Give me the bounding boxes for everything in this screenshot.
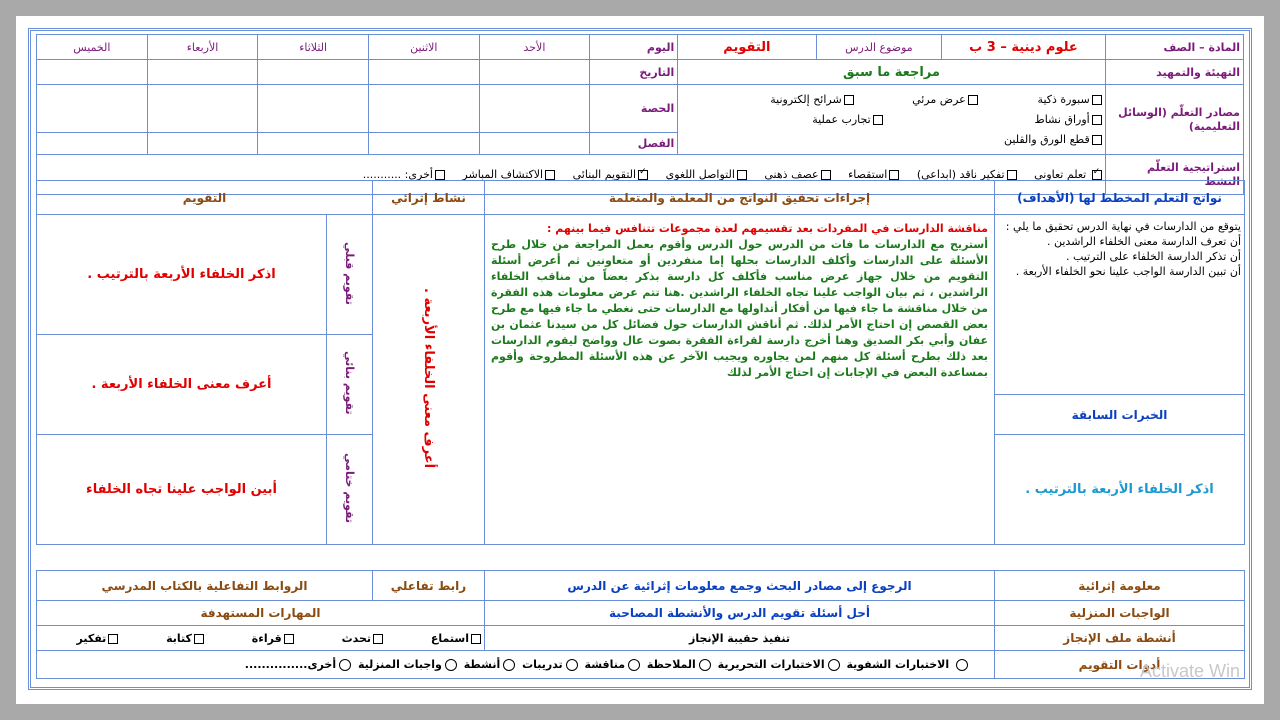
checkbox-icon[interactable]: [435, 170, 445, 180]
class-cell[interactable]: [37, 133, 148, 155]
subject-label: المادة – الصف: [1105, 35, 1243, 60]
class-cell[interactable]: [479, 133, 590, 155]
checkbox-checked-icon[interactable]: [1092, 170, 1102, 180]
resource-option[interactable]: تجارب عملية: [773, 110, 883, 130]
date-cell[interactable]: [368, 60, 479, 85]
tool-option[interactable]: الملاحظة: [647, 658, 714, 671]
strategy-option[interactable]: التواصل اللغوي: [666, 168, 747, 181]
checkbox-icon[interactable]: [1092, 115, 1102, 125]
topic-label: موضوع الدرس: [816, 35, 942, 60]
strategy-option[interactable]: أخرى: ...........: [363, 168, 445, 181]
strategy-option[interactable]: الاكتشاف المباشر: [462, 168, 555, 181]
day-thu: الخميس: [37, 35, 148, 60]
resource-option[interactable]: قطع الورق والقلين: [972, 130, 1102, 150]
strategy-option[interactable]: تفكير ناقد (ابداعي): [917, 168, 1017, 181]
skill-option[interactable]: تحدث: [342, 632, 383, 645]
date-cell[interactable]: [258, 60, 369, 85]
checkbox-icon[interactable]: [873, 115, 883, 125]
class-cell[interactable]: [368, 133, 479, 155]
day-label: اليوم: [590, 35, 678, 60]
tool-option[interactable]: واجبات المنزلية: [358, 658, 460, 671]
eval-label-cell: [327, 335, 373, 435]
day-mon: الاثنين: [368, 35, 479, 60]
resource-option[interactable]: أوراق نشاط: [1022, 110, 1102, 130]
tool-option[interactable]: أنشطة: [464, 658, 518, 671]
checkbox-icon[interactable]: [737, 170, 747, 180]
homework-label: الواجبات المنزلية: [995, 601, 1245, 626]
procedures-header: إجراءات تحقيق النواتج من المعلمة والمتعلمة: [485, 181, 995, 215]
checkbox-icon[interactable]: [284, 634, 294, 644]
intro-value: مراجعة ما سبق: [678, 60, 1105, 85]
skills-cell: [37, 626, 485, 651]
prior-header: الخبرات السابقة: [995, 395, 1245, 435]
class-cell[interactable]: [258, 133, 369, 155]
resources-cell: [678, 85, 1105, 155]
topic-value: التقويم: [678, 35, 816, 60]
portfolio-label: أنشطة ملف الإنجاز: [995, 626, 1245, 651]
resource-option[interactable]: عرض مرئي: [868, 90, 978, 110]
checkbox-checked-icon[interactable]: [638, 170, 648, 180]
interactive-label: رابط تفاعلي: [373, 571, 485, 601]
radio-icon[interactable]: [566, 659, 578, 671]
period-cell[interactable]: [147, 85, 258, 133]
checkbox-icon[interactable]: [194, 634, 204, 644]
radio-icon[interactable]: [503, 659, 515, 671]
portfolio-value: تنفيذ حقيبة الإنجاز: [485, 626, 995, 651]
radio-icon[interactable]: [956, 659, 968, 671]
eval-label-summative: تقويم ختامي: [343, 452, 356, 524]
radio-icon[interactable]: [445, 659, 457, 671]
period-cell[interactable]: [479, 85, 590, 133]
skill-option[interactable]: قراءة: [252, 632, 294, 645]
date-cell[interactable]: [37, 60, 148, 85]
homework-value: أحل أسئلة تقويم الدرس والأنشطة المصاحبة: [485, 601, 995, 626]
strategy-option[interactable]: ✓ تعلم تعاوني: [1034, 168, 1102, 181]
strategy-option[interactable]: عصف ذهني: [764, 168, 830, 181]
checkbox-icon[interactable]: [545, 170, 555, 180]
checkbox-icon[interactable]: [1092, 95, 1102, 105]
period-label: الحصة: [590, 85, 678, 133]
radio-icon[interactable]: [828, 659, 840, 671]
checkbox-icon[interactable]: [844, 95, 854, 105]
checkbox-icon[interactable]: [968, 95, 978, 105]
tools-cell: [37, 651, 995, 679]
date-label: التاريخ: [590, 60, 678, 85]
period-cell[interactable]: [37, 85, 148, 133]
class-cell[interactable]: [147, 133, 258, 155]
period-cell[interactable]: [258, 85, 369, 133]
checkbox-icon[interactable]: [821, 170, 831, 180]
interactive-value[interactable]: الروابط التفاعلية بالكتاب المدرسي: [37, 571, 373, 601]
skill-option[interactable]: كتابة: [166, 632, 204, 645]
enrich-info-value: الرجوع إلى مصادر البحث وجمع معلومات إثرائية عن الدرس: [485, 571, 995, 601]
prior-text: اذكر الخلفاء الأربعة بالترتيب .: [995, 435, 1245, 545]
enrich-header: نشاط إثرائي: [373, 181, 485, 215]
radio-icon[interactable]: [628, 659, 640, 671]
skill-option[interactable]: تفكير: [77, 632, 119, 645]
procedures-intro: مناقشة الدارسات في المفردات بعد تقسيمهم لعدة مجموعات تتنافس فيما بينهم :: [547, 222, 988, 235]
skills-label: المهارات المستهدفة: [37, 601, 485, 626]
resource-option[interactable]: شرائح إلكترونية: [744, 90, 854, 110]
resources-label: مصادر التعلّم (الوسائل التعليمية): [1105, 85, 1243, 155]
checkbox-icon[interactable]: [108, 634, 118, 644]
header-table: [36, 34, 1244, 195]
main-table: [36, 180, 1245, 545]
outcomes-text: يتوقع من الدارسات في نهاية الدرس تحقيق ما يلي : أن تعرف الدارسة معنى الخلفاء الراشدين . أن تذكر الدارسة الخلفاء على الترتيب . أن تبين الدارسة الواجب علينا نحو الخلفاء الأربعة .: [995, 215, 1245, 395]
eval-label-cell: [327, 215, 373, 335]
tools-label: أدوات التقويم: [995, 651, 1245, 679]
eval-label-formative: تقويم بنائي: [343, 351, 356, 415]
period-cell[interactable]: [368, 85, 479, 133]
eval-summative-text: أبين الواجب علينا تجاه الخلفاء: [37, 435, 327, 545]
checkbox-icon[interactable]: [889, 170, 899, 180]
day-tue: الثلاثاء: [258, 35, 369, 60]
checkbox-icon[interactable]: [1007, 170, 1017, 180]
activation-watermark: Activate Win: [1139, 661, 1240, 681]
intro-label: التهيئة والتمهيد: [1105, 60, 1243, 85]
tool-option[interactable]: الاختبارات الشفوية: [846, 658, 971, 671]
eval-label-pre: تقويم قبلي: [343, 241, 356, 305]
class-label: الفصل: [590, 133, 678, 155]
strategy-option[interactable]: ✓التقويم البنائي: [573, 168, 648, 181]
day-sun: الأحد: [479, 35, 590, 60]
enrich-cell: [373, 215, 485, 545]
strategy-label: استراتيجية التعلّم النشط: [1105, 155, 1243, 195]
strategy-option[interactable]: استقصاء: [848, 168, 899, 181]
day-wed: الأربعاء: [147, 35, 258, 60]
radio-icon[interactable]: [699, 659, 711, 671]
tool-option[interactable]: مناقشة: [585, 658, 644, 671]
date-cell[interactable]: [147, 60, 258, 85]
tool-option[interactable]: تدريبات: [522, 658, 581, 671]
procedures-text: أستريح مع الدارسات ما فات من الدرس حول الدرس وأقوم بعمل المراجعة من خلال طرح الأسئلة على الدارسات وأكلف الدارسات بحلها إما منفردين أو متعاونين ثم أعرض أسئلة التقويم من خلال جهاز عرض مناسب فأكلف كل دارسة بذكر بعضاً من مناقب الخلفاء الراشدين ، ثم بيان الواجب علينا تجاه الخلفاء الراشدين .هنا تتم عرض معلومات هذه الفقرة من خلال مناقشة ما جاء فيها من أفكار أتداولها مع الدارسات حتى نغطي ما جاء فيها مع طرح بعض القصص إن احتاج الأمر لذلك. ثم أناقش الدارسات حول فضائل كل من سيدنا عثمان بن عفان وأبي بكر الصديق وهنا أخرج دارسة لقراءة الفقرة بصوت عال وواضح ليقوم الدارسات بعد ذلك بطرح أسئلة كل منهم لمن يجاوره ويجيب الآخر عن هذه الأسئلة المطروحة وأقوم بمساعدة البعض في الإجابات إن احتاج الأمر لذلك: [491, 238, 988, 379]
eval-header: التقويم: [37, 181, 373, 215]
bottom-table: [36, 570, 1245, 679]
checkbox-icon[interactable]: [471, 634, 481, 644]
checkbox-icon[interactable]: [373, 634, 383, 644]
enrich-text: أعرف معنى الخلفاء الأربعة .: [421, 287, 436, 469]
enrich-info-label: معلومة إثرائية: [995, 571, 1245, 601]
resource-option[interactable]: سبورة ذكية: [992, 90, 1102, 110]
subject-value: علوم دينية – 3 ب: [942, 35, 1105, 60]
date-cell[interactable]: [479, 60, 590, 85]
eval-formative-text: أعرف معنى الخلفاء الأربعة .: [37, 335, 327, 435]
radio-icon[interactable]: [339, 659, 351, 671]
page: [16, 16, 1264, 704]
checkbox-icon[interactable]: [1092, 135, 1102, 145]
tool-option[interactable]: أخرى...............: [245, 658, 354, 671]
eval-label-cell: [327, 435, 373, 545]
skill-option[interactable]: استماع: [431, 632, 481, 645]
outcomes-header: نواتج التعلم المخطط لها (الأهداف): [995, 181, 1245, 215]
eval-pre-text: اذكر الخلفاء الأربعة بالترتيب .: [37, 215, 327, 335]
procedures-cell: [485, 215, 995, 545]
tool-option[interactable]: الاختبارات التحريرية: [718, 658, 843, 671]
